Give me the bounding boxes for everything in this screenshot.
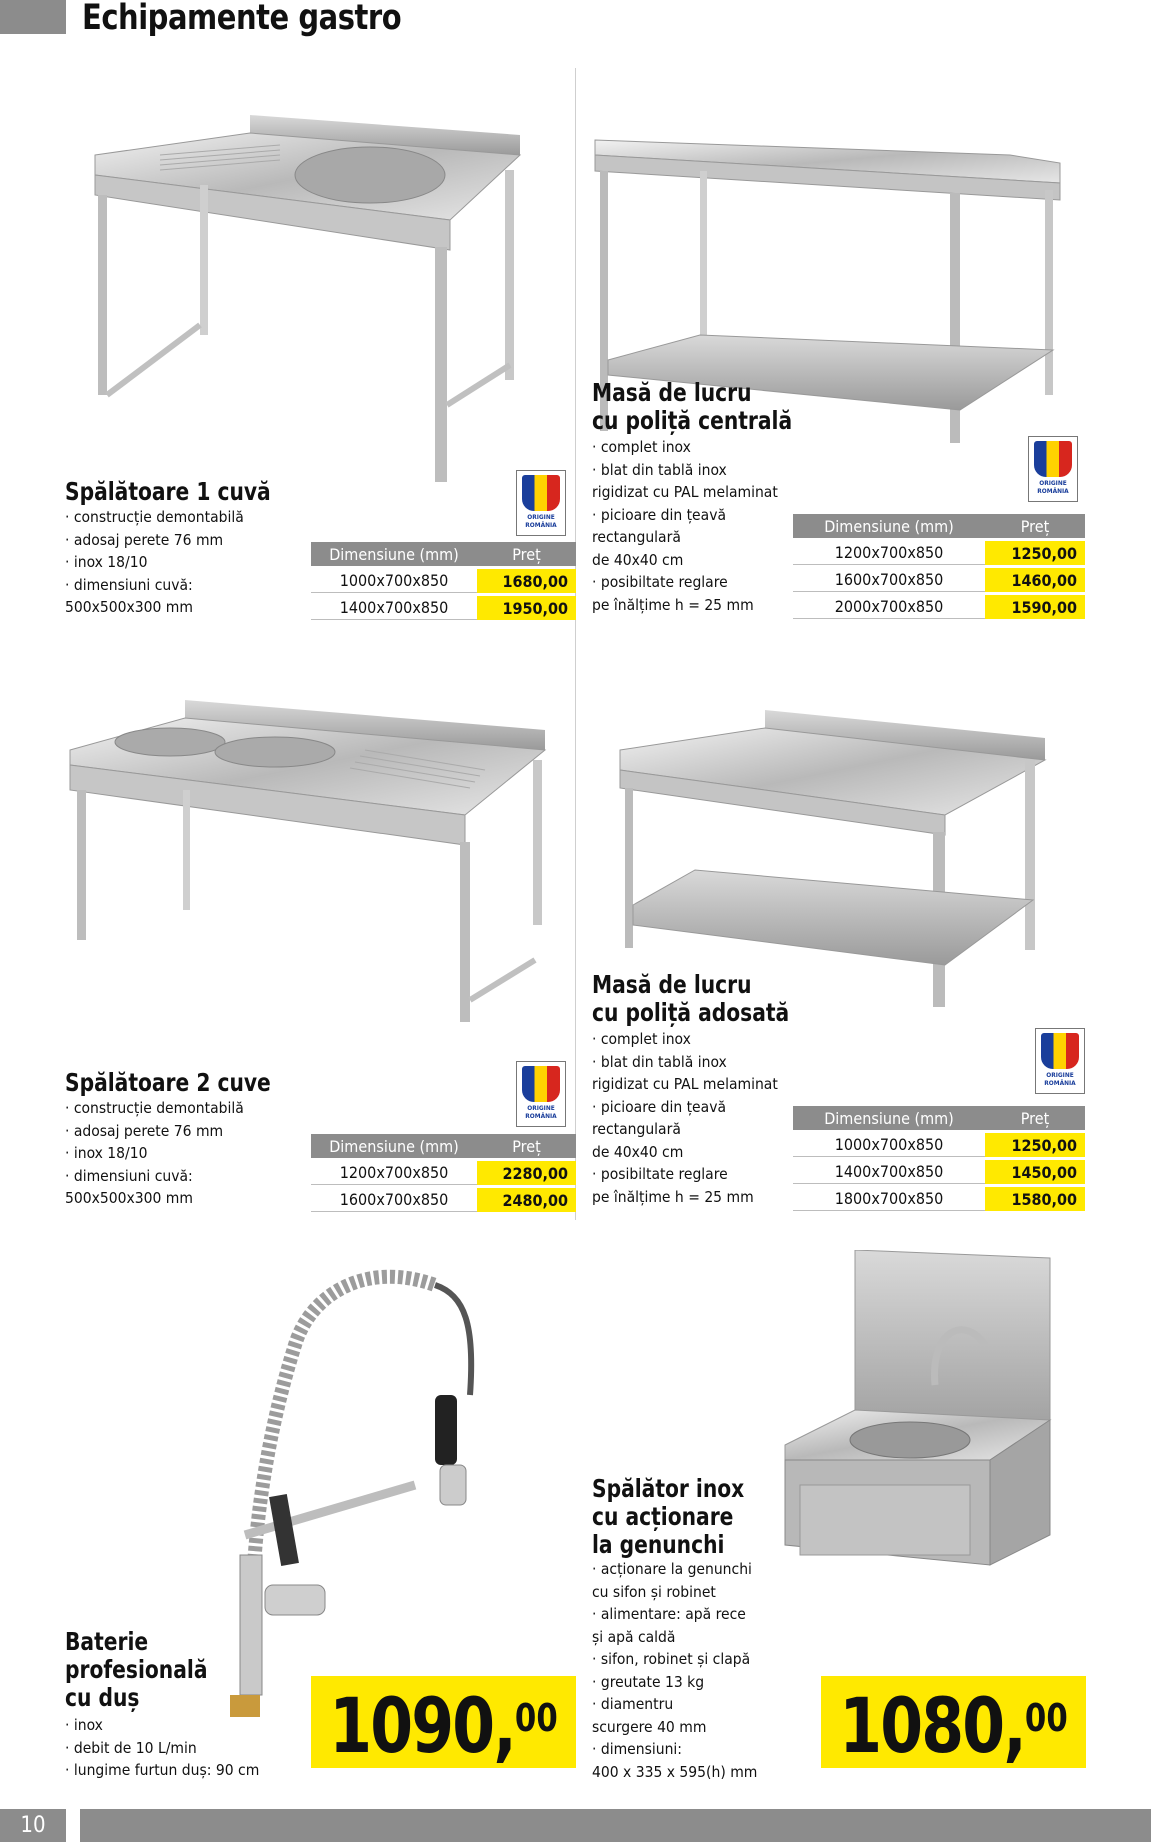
price-table-sink-1 (311, 539, 576, 623)
feature-line: · blat din tablă inox (592, 460, 727, 479)
feature-line: rigidizat cu PAL melaminat (592, 483, 778, 501)
origin-romania-badge (1028, 436, 1078, 502)
romania-flag-icon (522, 1066, 560, 1102)
feature-line: · diamentru (592, 1695, 674, 1713)
page-number: 10 (0, 1809, 66, 1842)
table-backsplash-shelf-image (615, 710, 1050, 1010)
romania-flag-icon (1041, 1033, 1079, 1069)
footer-bar (80, 1809, 1151, 1842)
badge-text: ORIGINE (527, 1104, 555, 1112)
badge-text: ROMÂNIA (1044, 1079, 1076, 1087)
table-row (793, 541, 1085, 565)
dim-cell: 2000x700x850 (793, 595, 985, 619)
feature-line: · lungime furtun duș: 90 cm (65, 1761, 260, 1779)
price-cell: 1450,00 (985, 1160, 1085, 1184)
romania-flag-icon (522, 475, 560, 511)
col-dim-header: Dimensiune (mm) (311, 1134, 477, 1158)
badge-text: ROMÂNIA (1037, 487, 1069, 495)
feature-line: de 40x40 cm (592, 550, 684, 569)
dim-cell: 1000x700x850 (311, 569, 477, 593)
col-price-header: Preț (985, 514, 1085, 538)
feature-line: · dimensiuni: (592, 1740, 682, 1758)
sink-1-bowl-image (90, 115, 530, 485)
feature-line: · blat din tablă inox (592, 1052, 727, 1071)
col-price-header: Preț (477, 542, 576, 566)
product-title-knee-sink (592, 1475, 744, 1559)
feature-line: 500x500x300 mm (65, 598, 193, 616)
feature-line: scurgere 40 mm (592, 1717, 707, 1736)
badge-text: ROMÂNIA (525, 521, 557, 529)
price-integer: 1080, (839, 1681, 1025, 1770)
price-table-sink-2 (311, 1131, 576, 1215)
title-line: profesională (65, 1655, 208, 1684)
feature-line: · inox 18/10 (65, 1144, 148, 1162)
feature-line: · acționare la genunchi (592, 1560, 752, 1578)
feature-line: · dimensiuni cuvă: (65, 1166, 193, 1185)
badge-text: ORIGINE (1046, 1071, 1074, 1079)
dim-cell: 1400x700x850 (793, 1160, 985, 1184)
title-line: cu acționare (592, 1502, 734, 1531)
feature-line: cu sifon și robinet (592, 1582, 716, 1601)
price-tag-faucet (311, 1676, 576, 1768)
dim-cell: 1000x700x850 (793, 1133, 985, 1157)
feature-line: · adosaj perete 76 mm (65, 1121, 224, 1140)
table-row (793, 1160, 1085, 1184)
page-title: Echipamente gastro (82, 0, 402, 38)
price-cell: 1590,00 (985, 595, 1085, 619)
price-integer: 1090, (329, 1681, 515, 1770)
feature-line: · complet inox (592, 1030, 691, 1048)
table-row (793, 1133, 1085, 1157)
features-table-central (592, 436, 778, 616)
price-cell: 2280,00 (477, 1161, 576, 1185)
dim-cell: 1200x700x850 (793, 541, 985, 565)
price-cell: 1250,00 (985, 541, 1085, 565)
price-decimal: 00 (514, 1696, 558, 1740)
feature-line: · construcție demontabilă (65, 1099, 244, 1117)
dim-cell: 1200x700x850 (311, 1161, 477, 1185)
feature-line: · construcție demontabilă (65, 508, 244, 526)
table-row (793, 568, 1085, 592)
features-sink-1 (65, 506, 244, 619)
badge-text: ORIGINE (527, 513, 555, 521)
feature-line: pe înălțime h = 25 mm (592, 1187, 754, 1206)
table-row (311, 1188, 576, 1212)
origin-romania-badge (516, 1061, 566, 1127)
feature-line: · debit de 10 L/min (65, 1738, 197, 1757)
price-cell: 1680,00 (477, 569, 576, 593)
title-line: Baterie (65, 1627, 149, 1656)
price-decimal: 00 (1024, 1696, 1068, 1740)
title-line: Spălător inox (592, 1474, 745, 1503)
sink-2-bowls-image (65, 700, 550, 1030)
feature-line: · posibiltate reglare (592, 573, 728, 591)
features-faucet (65, 1714, 259, 1782)
price-cell: 1250,00 (985, 1133, 1085, 1157)
faucet-image (215, 1255, 525, 1725)
table-row (793, 1187, 1085, 1211)
title-line: cu poliță adosată (592, 998, 790, 1027)
title-line: cu poliță centrală (592, 406, 793, 435)
feature-line: · posibiltate reglare (592, 1165, 728, 1183)
col-dim-header: Dimensiune (mm) (793, 514, 985, 538)
price-cell: 2480,00 (477, 1188, 576, 1212)
badge-text: ORIGINE (1039, 479, 1067, 487)
price-tag-knee-sink (821, 1676, 1086, 1768)
feature-line: rectangulară (592, 1120, 681, 1138)
table-row (311, 596, 576, 620)
header-bar (0, 0, 66, 34)
feature-line: · picioare din țeavă (592, 1097, 726, 1116)
dim-cell: 1800x700x850 (793, 1187, 985, 1211)
feature-line: rectangulară (592, 528, 681, 546)
col-price-header: Preț (477, 1134, 576, 1158)
title-line: cu duș (65, 1683, 140, 1712)
feature-line: pe înălțime h = 25 mm (592, 595, 754, 614)
product-title-sink-2: Spălătoare 2 cuve (65, 1068, 271, 1097)
title-line: la genunchi (592, 1530, 725, 1559)
column-divider (575, 68, 576, 1220)
feature-line: · inox 18/10 (65, 553, 148, 571)
title-line: Masă de lucru (592, 970, 752, 999)
dim-cell: 1600x700x850 (311, 1188, 477, 1212)
price-table-table-adosata (793, 1103, 1085, 1214)
origin-romania-badge (516, 470, 566, 536)
title-line: Masă de lucru (592, 378, 752, 407)
table-row (311, 569, 576, 593)
feature-line: · greutate 13 kg (592, 1672, 705, 1691)
feature-line: 500x500x300 mm (65, 1189, 193, 1207)
feature-line: rigidizat cu PAL melaminat (592, 1075, 778, 1093)
romania-flag-icon (1034, 441, 1072, 477)
table-row (793, 595, 1085, 619)
feature-line: · complet inox (592, 438, 691, 456)
dim-cell: 1600x700x850 (793, 568, 985, 592)
col-dim-header: Dimensiune (mm) (311, 542, 477, 566)
feature-line: de 40x40 cm (592, 1142, 684, 1161)
feature-line: · alimentare: apă rece (592, 1605, 746, 1623)
features-knee-sink (592, 1558, 757, 1783)
col-price-header: Preț (985, 1106, 1085, 1130)
feature-line: · picioare din țeavă (592, 505, 726, 524)
dim-cell: 1400x700x850 (311, 596, 477, 620)
price-cell: 1460,00 (985, 568, 1085, 592)
knee-sink-image (780, 1250, 1055, 1570)
feature-line: și apă caldă (592, 1627, 676, 1646)
product-title-faucet (65, 1628, 207, 1712)
col-dim-header: Dimensiune (mm) (793, 1106, 985, 1130)
feature-line: · sifon, robinet și clapă (592, 1650, 751, 1668)
origin-romania-badge (1035, 1028, 1085, 1094)
price-cell: 1950,00 (477, 596, 576, 620)
features-sink-2 (65, 1097, 244, 1210)
feature-line: · inox (65, 1716, 103, 1734)
product-title-table-central (592, 379, 792, 435)
badge-text: ROMÂNIA (525, 1112, 557, 1120)
product-title-table-adosata (592, 971, 789, 1027)
feature-line: · dimensiuni cuvă: (65, 575, 193, 594)
feature-line: · adosaj perete 76 mm (65, 530, 224, 549)
price-cell: 1580,00 (985, 1187, 1085, 1211)
feature-line: 400 x 335 x 595(h) mm (592, 1762, 758, 1781)
table-row (311, 1161, 576, 1185)
features-table-adosata (592, 1028, 778, 1208)
price-table-table-central (793, 511, 1085, 622)
product-title-sink-1: Spălătoare 1 cuvă (65, 477, 271, 506)
